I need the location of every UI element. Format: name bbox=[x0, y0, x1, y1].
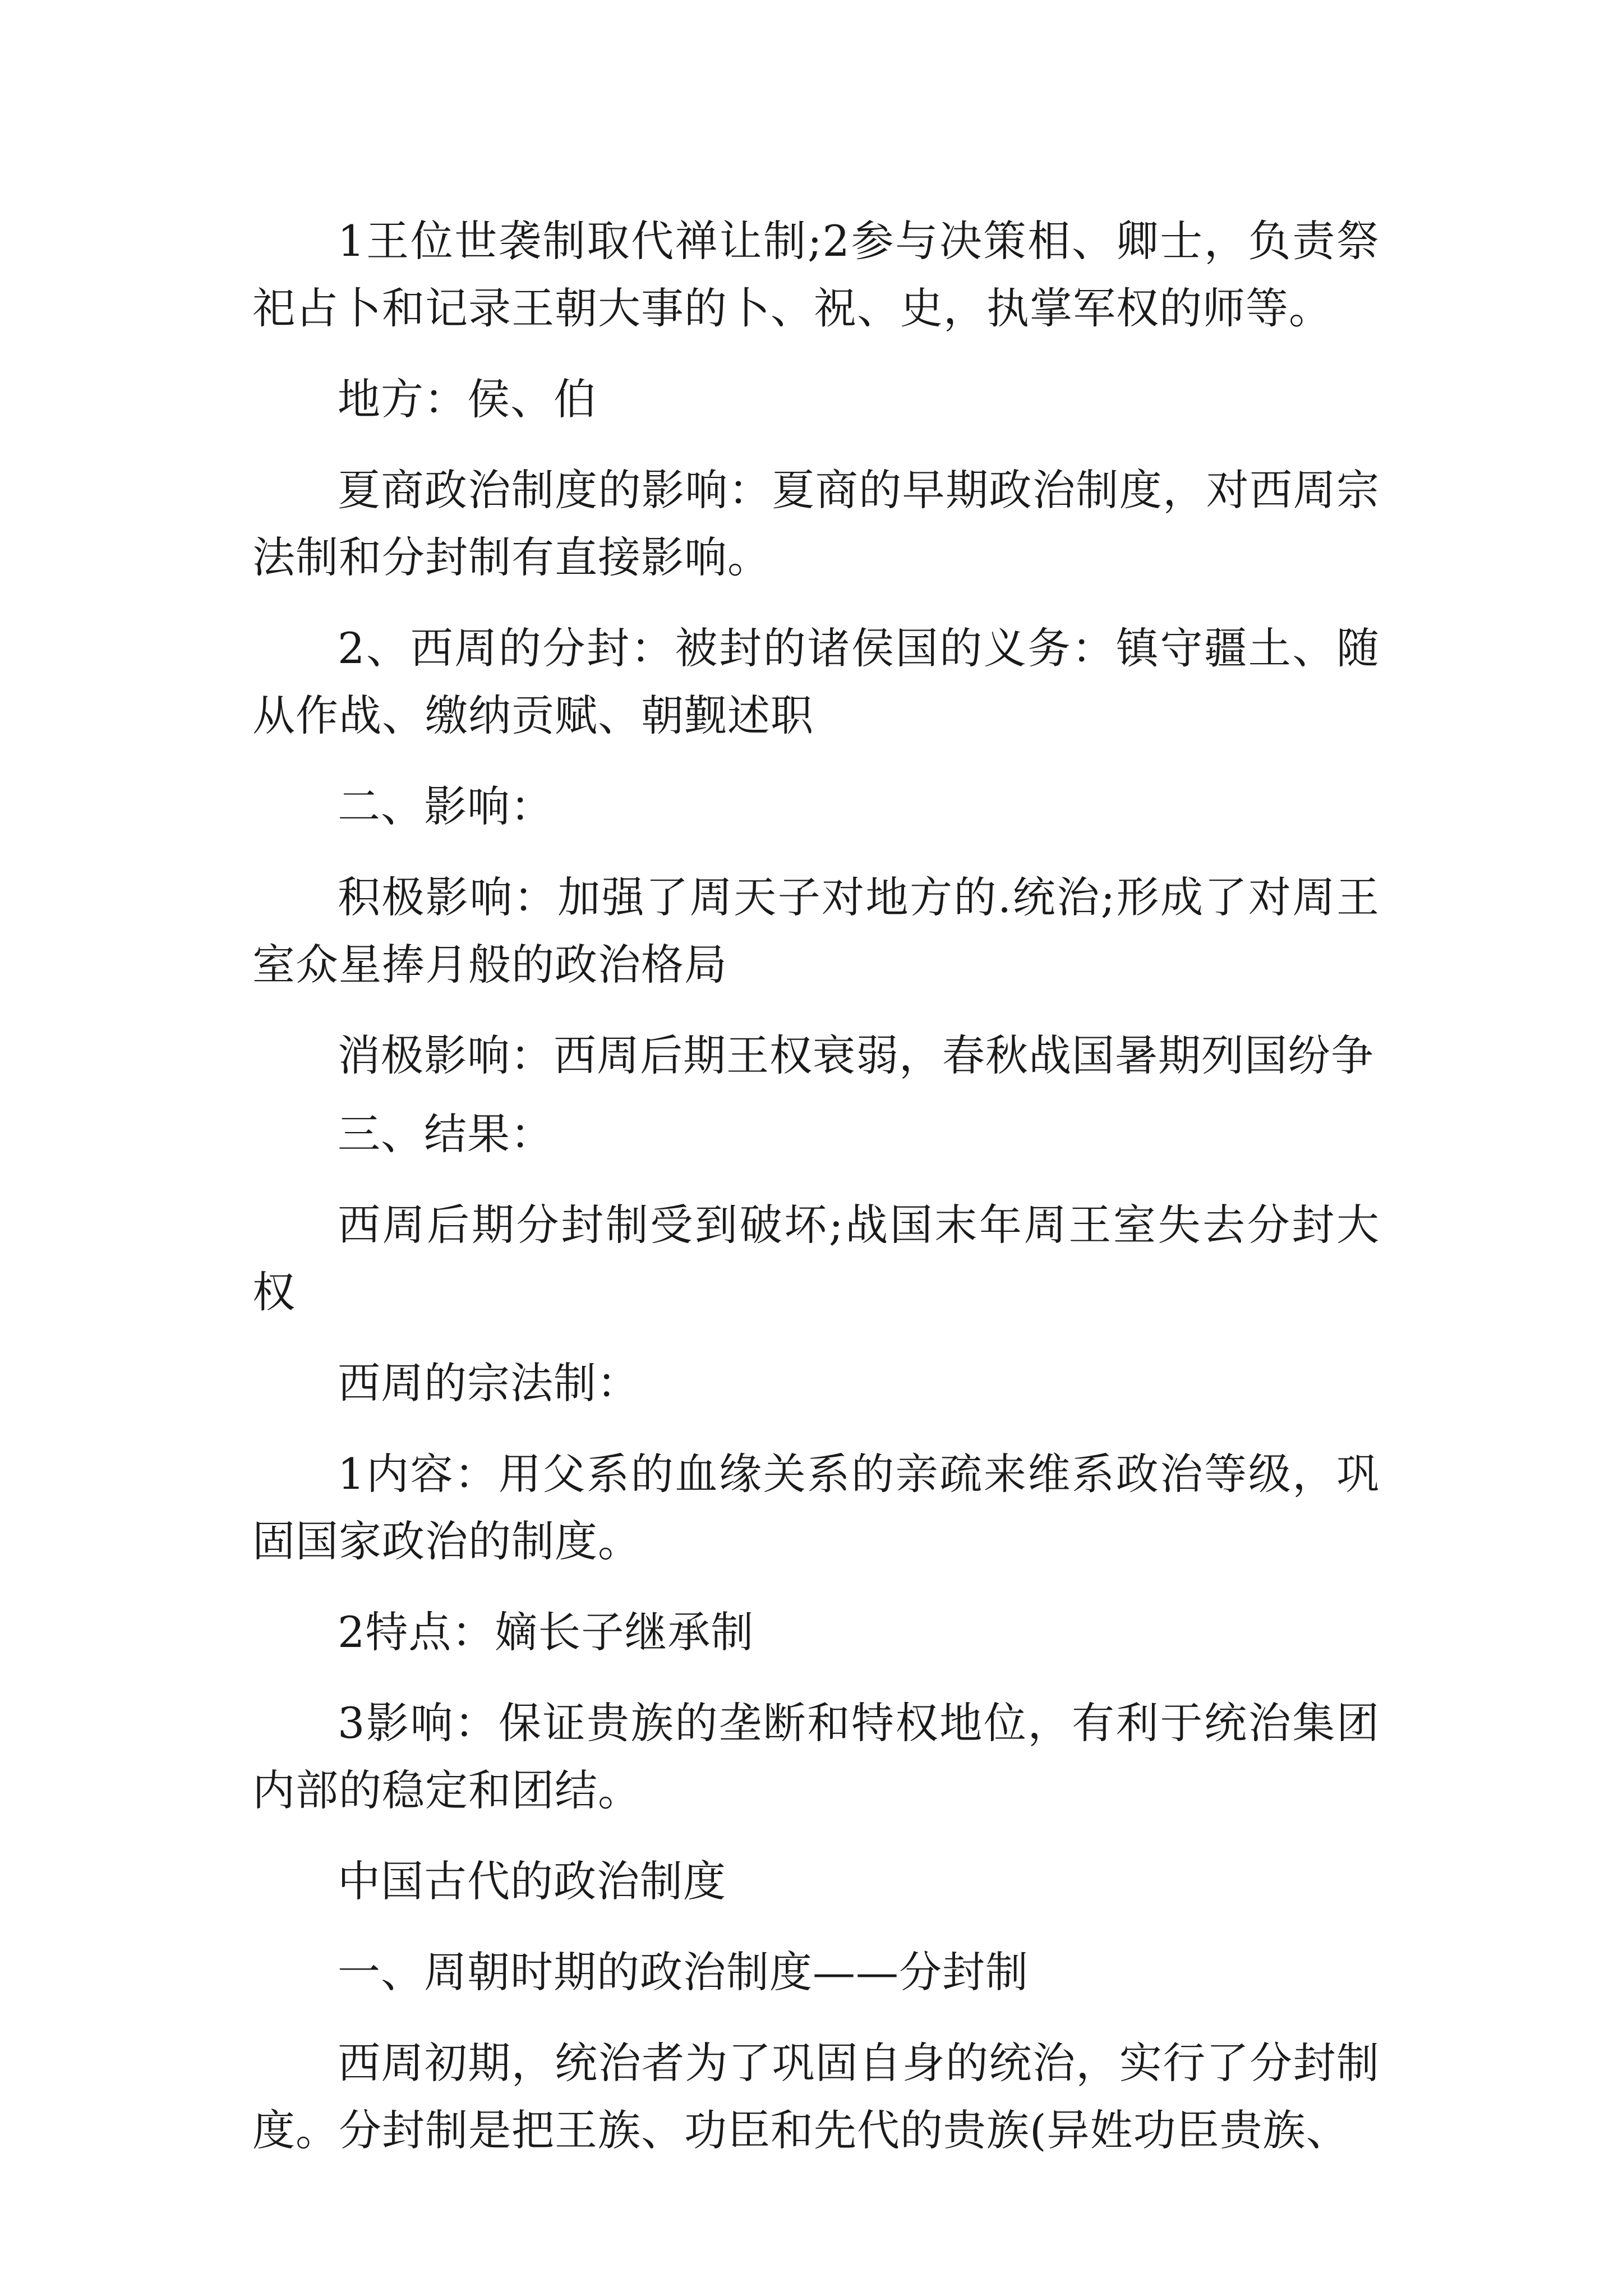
paragraph: 中国古代的政治制度 bbox=[338, 1856, 726, 1906]
paragraph: 消极影响：西周后期王权衰弱，春秋战国暑期列国纷争 bbox=[338, 1030, 1374, 1080]
paragraph: 西周的宗法制： bbox=[338, 1358, 640, 1408]
paragraph: 3影响：保证贵族的垄断和特权地位，有利于统治集团内部的稳定和团结。 bbox=[252, 1698, 1380, 1815]
paragraph: 积极影响：加强了周天子对地方的.统治;形成了对周王室众星捧月般的政治格局 bbox=[252, 872, 1380, 990]
paragraph: 西周初期，统治者为了巩固自身的统治，实行了分封制度。分封制是把王族、功臣和先代的贵族(异姓功臣贵族、 bbox=[252, 2038, 1380, 2155]
document-body bbox=[252, 208, 1380, 2164]
paragraph: 2特点：嫡长子继承制 bbox=[338, 1607, 754, 1657]
paragraph: 一、周朝时期的政治制度——分封制 bbox=[338, 1947, 1029, 1997]
paragraph: 三、结果： bbox=[338, 1109, 554, 1159]
paragraph: 夏商政治制度的影响：夏商的早期政治制度，对西周宗法制和分封制有直接影响。 bbox=[252, 465, 1380, 582]
paragraph: 2、西周的分封：被封的诸侯国的义务：镇守疆土、随从作战、缴纳贡赋、朝觐述职 bbox=[252, 623, 1380, 740]
paragraph: 二、影响： bbox=[338, 781, 554, 831]
paragraph: 地方：侯、伯 bbox=[338, 374, 597, 424]
paragraph: 1内容：用父系的血缘关系的亲疏来维系政治等级，巩固国家政治的制度。 bbox=[252, 1449, 1380, 1566]
paragraph: 1王位世袭制取代禅让制;2参与决策相、卿士，负责祭祀占卜和记录王朝大事的卜、祝、史，执掌军权的师等。 bbox=[252, 216, 1380, 333]
paragraph: 西周后期分封制受到破坏;战国末年周王室失去分封大权 bbox=[252, 1200, 1380, 1317]
